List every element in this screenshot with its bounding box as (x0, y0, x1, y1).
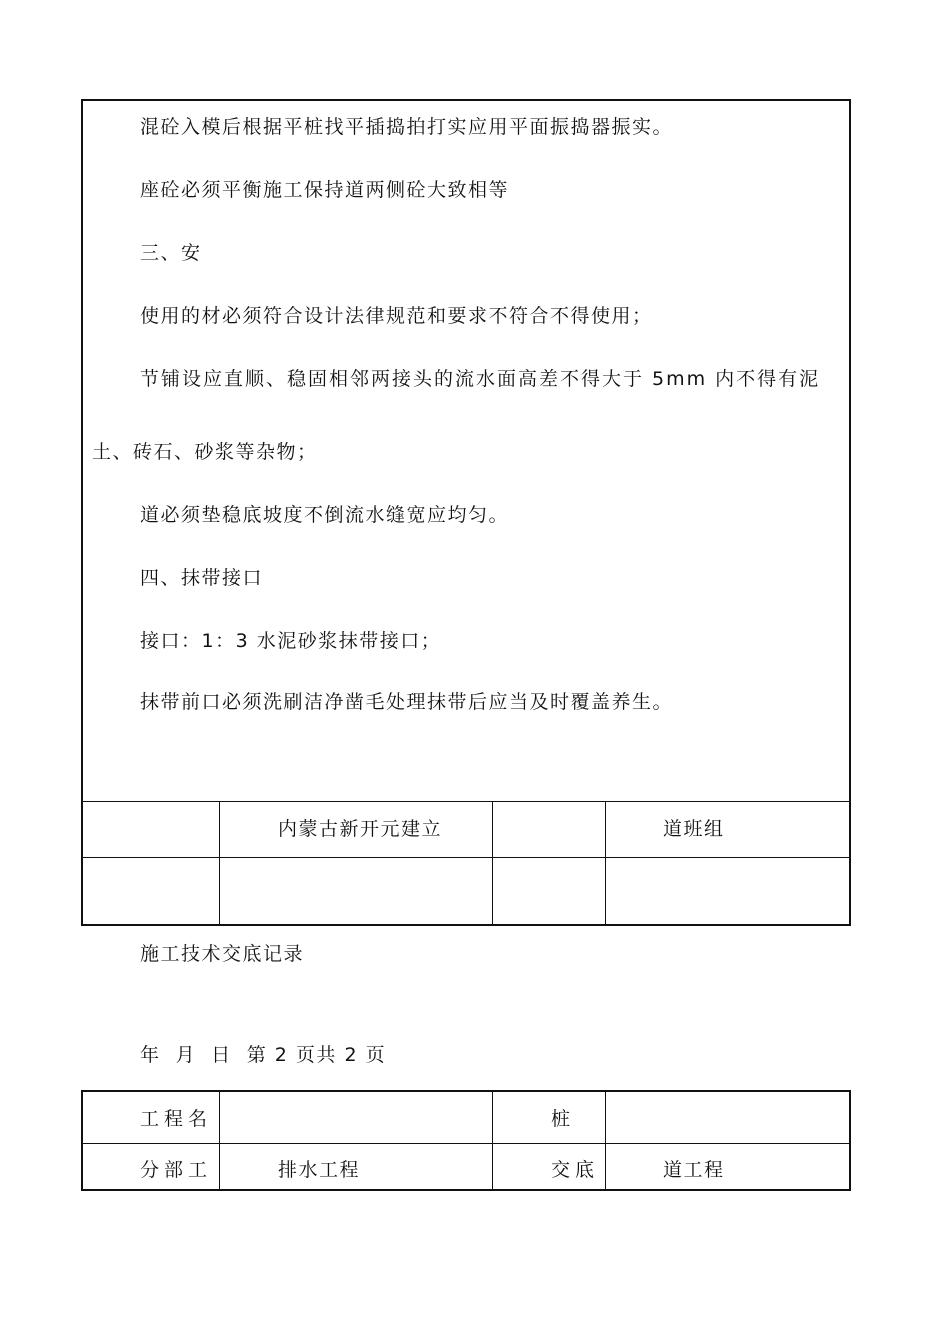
paragraph-5: 节铺设应直顺、稳固相邻两接头的流水面高差不得大于 5mm 内不得有泥 (140, 368, 821, 390)
sign-table-middle-rule (82, 857, 850, 858)
info-label-stake: 桩 (551, 1108, 572, 1130)
sign-cell-r1c2: 内蒙古新开元建立 (278, 818, 443, 840)
record-title: 施工技术交底记录 (140, 943, 305, 965)
info-table-divider-1 (219, 1091, 220, 1190)
paragraph-7: 接口：1：3 水泥砂浆抹带接口； (140, 630, 442, 652)
sign-table-divider-3 (605, 801, 606, 925)
section-heading-3: 三、安 (140, 242, 202, 264)
info-value-division: 排水工程 (278, 1159, 361, 1181)
date-page-line: 年 月 日 第 2 页共 2 页 (140, 1044, 387, 1066)
info-label-project-name: 工程名 (140, 1108, 213, 1130)
info-label-division: 分部工 (140, 1159, 213, 1181)
paragraph-2: 座砼必须平衡施工保持道两侧砼大致相等 (140, 179, 510, 201)
info-value-handover: 道工程 (663, 1159, 725, 1181)
info-table-middle-rule (82, 1143, 850, 1144)
paragraph-1: 混砼入模后根据平桩找平插捣拍打实应用平面振捣器振实。 (140, 116, 674, 138)
info-table-divider-2 (492, 1091, 493, 1190)
paragraph-8: 抹带前口必须洗刷洁净凿毛处理抹带后应当及时覆盖养生。 (140, 691, 674, 713)
paragraph-5-continued: 土、砖石、砂浆等杂物； (92, 441, 318, 463)
sign-table-divider-2 (492, 801, 493, 925)
sign-table-top-rule (82, 801, 850, 802)
section-heading-4: 四、抹带接口 (140, 567, 264, 589)
info-label-handover: 交底 (551, 1159, 600, 1181)
info-table-divider-3 (605, 1091, 606, 1190)
paragraph-6: 道必须垫稳底坡度不倒流水缝宽应均匀。 (140, 504, 510, 526)
paragraph-4: 使用的材必须符合设计法律规范和要求不符合不得使用； (140, 305, 653, 327)
sign-cell-r1c4: 道班组 (663, 818, 725, 840)
sign-table-divider-1 (219, 801, 220, 925)
